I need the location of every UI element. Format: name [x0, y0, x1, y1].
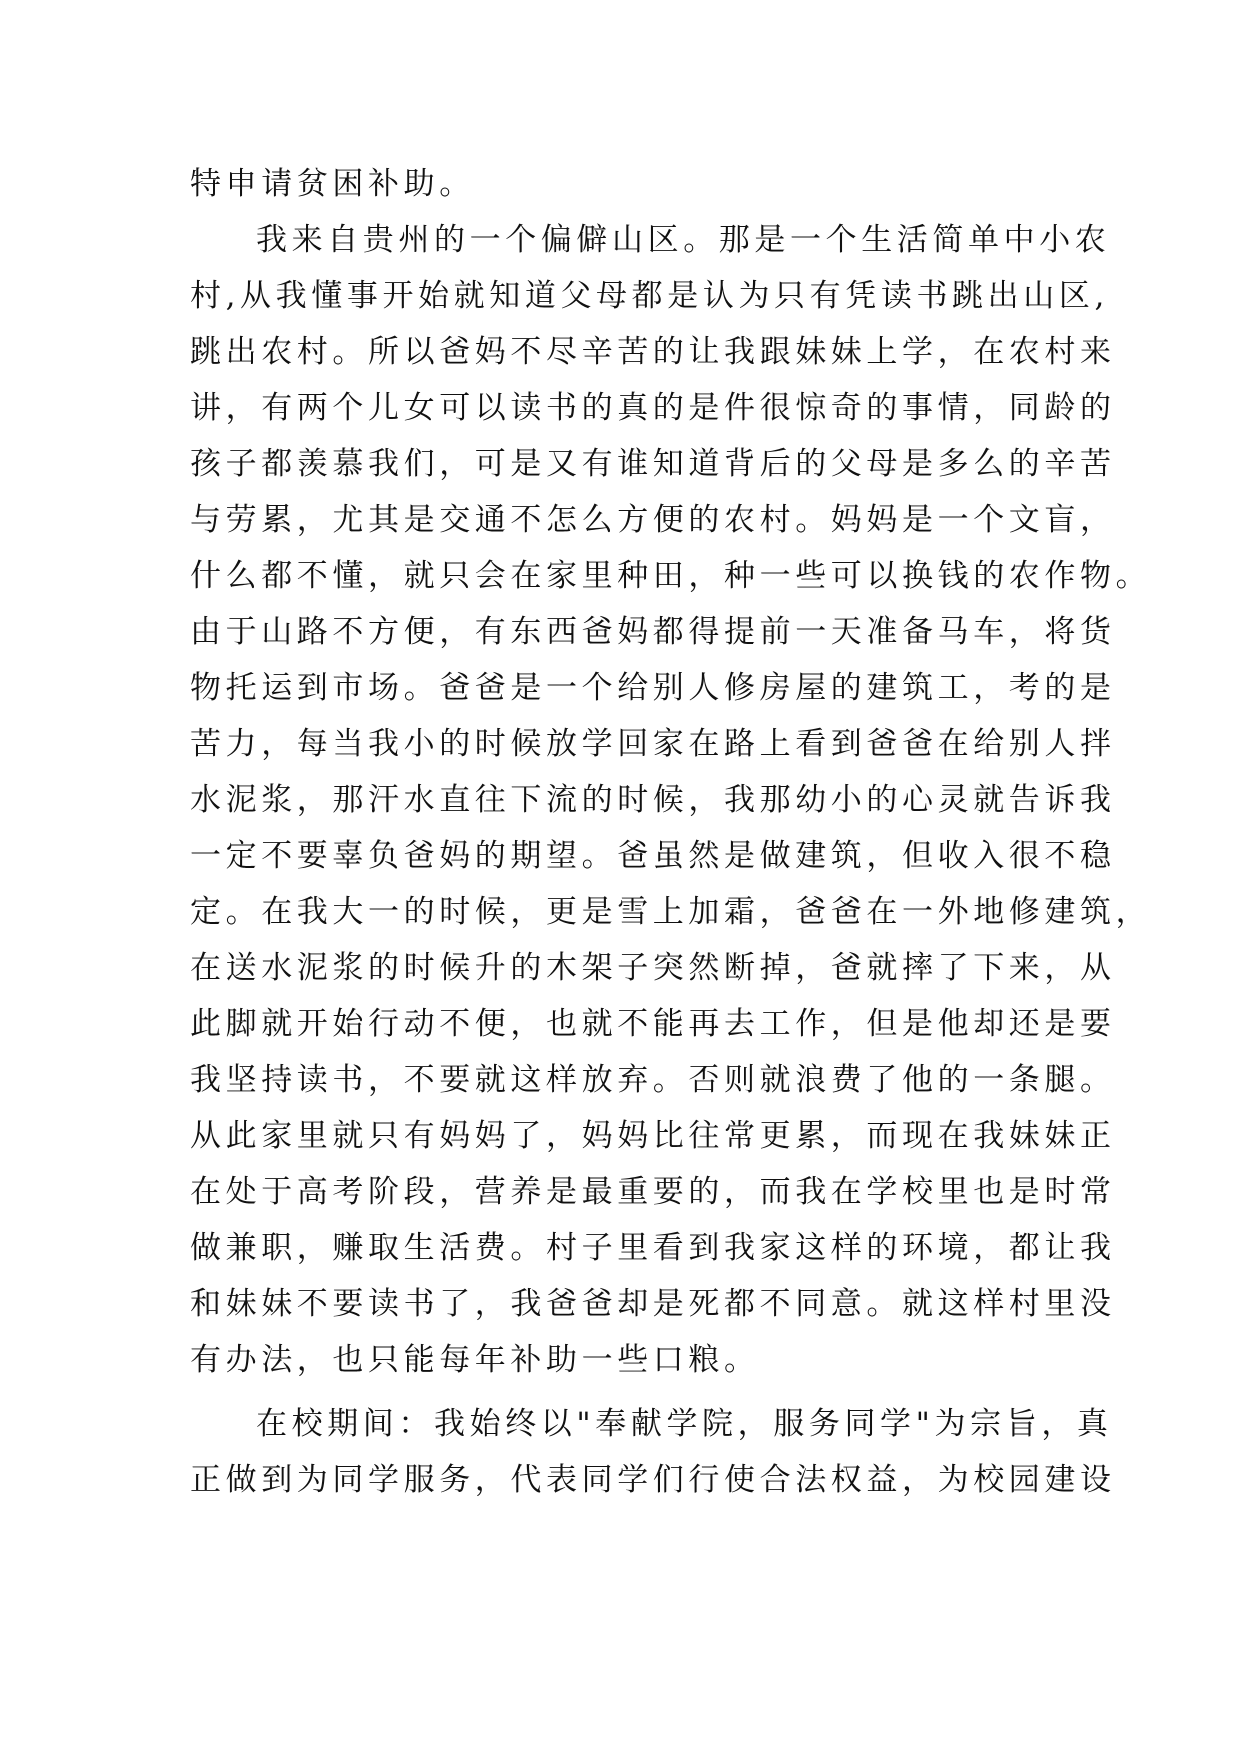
text-line: 特申请贫困补助。	[190, 166, 475, 202]
text-line: 与劳累，尤其是交通不怎么方便的农村。妈妈是一个文盲，	[190, 502, 1116, 538]
text-line: 和妹妹不要读书了，我爸爸却是死都不同意。就这样村里没	[190, 1286, 1116, 1322]
text-line: 此脚就开始行动不便，也就不能再去工作，但是他却还是要	[190, 1006, 1116, 1042]
text-line: 水泥浆，那汗水直往下流的时候，我那幼小的心灵就告诉我	[190, 782, 1116, 818]
text-line: 苦力，每当我小的时候放学回家在路上看到爸爸在给别人拌	[190, 726, 1116, 762]
text-line: 什么都不懂，就只会在家里种田，种一些可以换钱的农作物。	[190, 558, 1152, 594]
text-line: 孩子都羡慕我们，可是又有谁知道背后的父母是多么的辛苦	[190, 446, 1116, 482]
text-line: 在处于高考阶段，营养是最重要的，而我在学校里也是时常	[190, 1174, 1116, 1210]
text-line: 定。在我大一的时候，更是雪上加霜，爸爸在一外地修建筑，	[190, 894, 1152, 930]
text-line: 我坚持读书，不要就这样放弃。否则就浪费了他的一条腿。	[190, 1062, 1116, 1098]
text-line: 由于山路不方便，有东西爸妈都得提前一天准备马车，将货	[190, 614, 1116, 650]
text-line: 一定不要辜负爸妈的期望。爸虽然是做建筑，但收入很不稳	[190, 838, 1116, 874]
text-line: 在送水泥浆的时候升的木架子突然断掉，爸就摔了下来，从	[190, 950, 1116, 986]
text-line: 讲，有两个儿女可以读书的真的是件很惊奇的事情，同龄的	[190, 390, 1116, 426]
text-line: 有办法，也只能每年补助一些口粮。	[190, 1342, 760, 1378]
text-line: 物托运到市场。爸爸是一个给别人修房屋的建筑工，考的是	[190, 670, 1116, 706]
text-line: 正做到为同学服务，代表同学们行使合法权益，为校园建设	[190, 1462, 1116, 1498]
text-line: 在校期间：我始终以"奉献学院，服务同学"为宗旨，真	[256, 1406, 1113, 1442]
text-line: 跳出农村。所以爸妈不尽辛苦的让我跟妹妹上学，在农村来	[190, 334, 1116, 370]
text-line: 从此家里就只有妈妈了，妈妈比往常更累，而现在我妹妹正	[190, 1118, 1116, 1154]
text-line: 村,从我懂事开始就知道父母都是认为只有凭读书跳出山区,	[190, 278, 1109, 314]
text-line: 做兼职，赚取生活费。村子里看到我家这样的环境，都让我	[190, 1230, 1116, 1266]
text-line: 我来自贵州的一个偏僻山区。那是一个生活简单中小农	[256, 222, 1111, 258]
document-body	[190, 156, 1152, 1508]
